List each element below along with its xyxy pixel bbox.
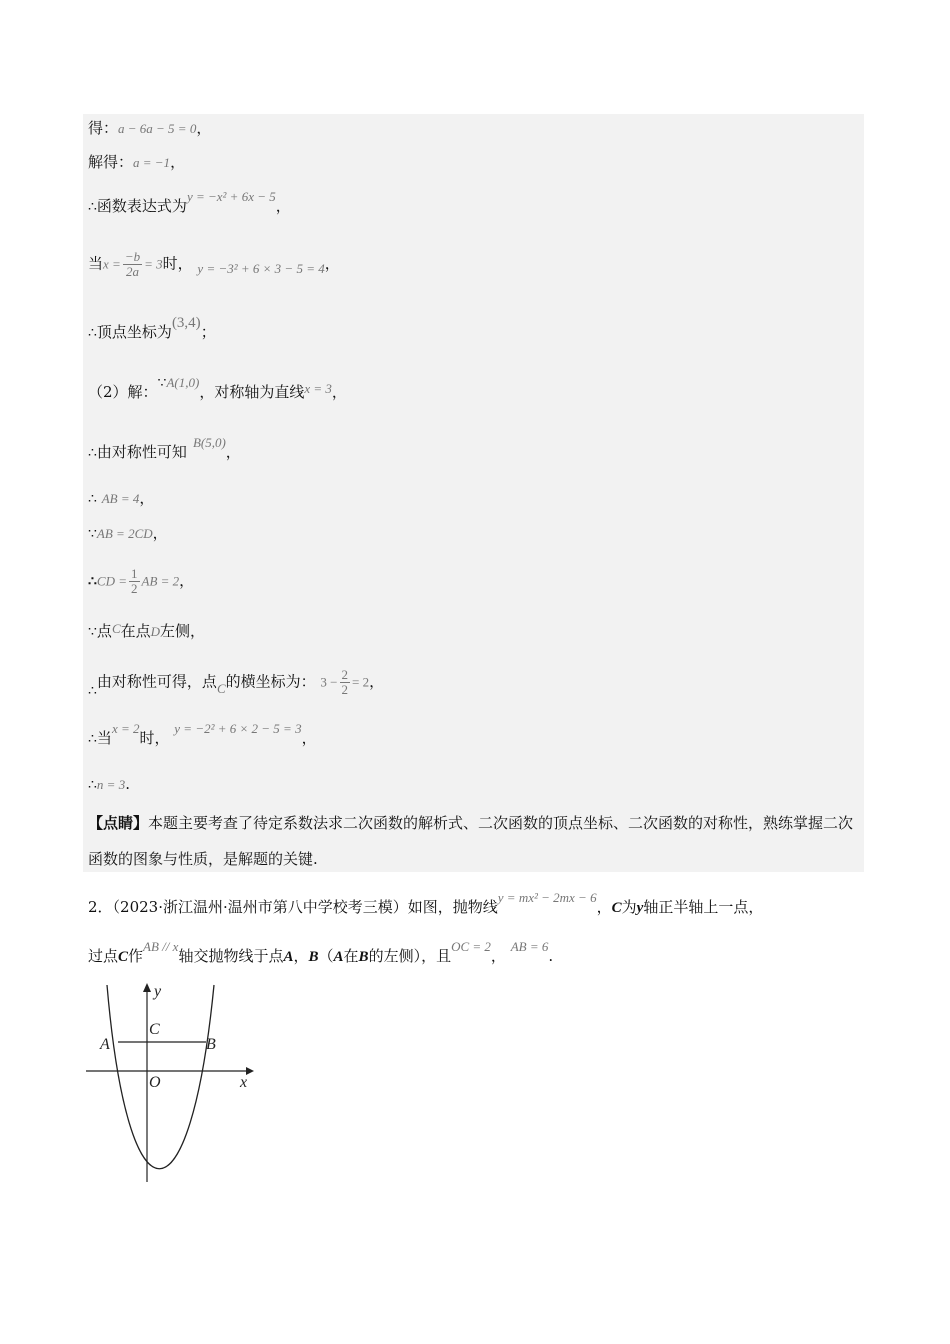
text: 轴交抛物线于点 (178, 947, 284, 965)
therefore-symbol: ∴ (88, 682, 97, 699)
text: ， (170, 153, 186, 171)
solution-line-1 (88, 117, 211, 140)
numerator: −b (124, 249, 141, 264)
solution-line-7 (88, 435, 241, 464)
text: 得： (88, 119, 119, 137)
therefore-symbol: ∴ (88, 573, 97, 590)
therefore-symbol: ∴ (88, 731, 97, 747)
variable: D (150, 624, 161, 639)
numerator: 1 (131, 566, 138, 581)
text: ， (139, 489, 155, 507)
label-c: C (149, 1021, 160, 1038)
equation: AB = 6 (510, 939, 549, 954)
text: 函数表达式为 (96, 197, 187, 215)
denominator: 2 (131, 581, 138, 596)
text: 点 (96, 622, 112, 640)
text: 过点 (88, 947, 119, 965)
because-symbol: ∵ (88, 526, 97, 542)
parabola-figure (80, 975, 270, 1190)
variable: C (216, 680, 226, 696)
solution-line-3 (88, 189, 291, 218)
text: 由对称性可知 (96, 443, 187, 461)
text: ， (369, 672, 385, 691)
solution-line-14 (88, 773, 130, 796)
variable: A (333, 949, 344, 965)
solution-line-9 (88, 522, 168, 545)
equation: y = −x² + 6x − 5 (186, 189, 276, 204)
variable: B (308, 949, 319, 965)
solution-line-13 (88, 721, 317, 750)
text: 的横坐标为： (225, 672, 316, 691)
because-symbol: ∵ (157, 375, 167, 391)
text: 轴正半轴上一点， (643, 898, 764, 916)
therefore-symbol: ∴ (88, 445, 97, 461)
therefore-symbol: ∴ (88, 199, 97, 215)
equation: = 2 (352, 674, 370, 690)
text: ， (301, 729, 317, 747)
label-b: B (206, 1036, 216, 1053)
equation: x = (103, 256, 121, 272)
equation: AB = 4 (101, 491, 140, 506)
text: 解得： (88, 153, 134, 171)
solution-line-8 (88, 487, 154, 510)
text: 时， (162, 254, 193, 273)
text: 如图，抛物线 (407, 898, 498, 916)
numerator: 2 (341, 667, 348, 682)
denominator: 2 (341, 682, 348, 697)
equation: a = −1 (133, 155, 171, 170)
equation: x = 2 (111, 721, 140, 736)
question-2 (88, 890, 864, 974)
text: 左侧， (160, 622, 206, 640)
equation: 3 − (320, 674, 338, 690)
text: . (125, 775, 130, 793)
solution-line-2 (88, 151, 185, 174)
text: 顶点坐标为 (96, 323, 172, 341)
text: ， (152, 524, 168, 542)
text: ， (293, 947, 309, 965)
equation: CD = (96, 573, 128, 589)
text: ， (490, 947, 506, 965)
denominator: 2a (125, 264, 139, 279)
equation: (3,4) (171, 315, 201, 331)
text: 在 (343, 947, 359, 965)
therefore-symbol: ∴ (88, 491, 97, 507)
text: ， (596, 898, 612, 916)
question-number: 2． (88, 898, 113, 916)
equation: y = mx² − 2mx − 6 (497, 890, 597, 905)
because-symbol: ∵ (88, 624, 97, 640)
question-source: （2023·浙江温州·温州市第八中学校考三模） (112, 898, 408, 916)
variable: C (611, 900, 622, 916)
x-axis-arrow (246, 1067, 254, 1075)
text: 当 (96, 729, 112, 747)
comment-text: 本题主要考查了待定系数法求二次函数的解析式、二次函数的顶点坐标、二次函数的对称性，熟练掌握二次函数的图象与性质，是解题的关键. (88, 814, 854, 868)
text: ，对称轴为直线 (199, 383, 305, 401)
variable: B (358, 949, 369, 965)
equation: B(5,0) (192, 435, 226, 450)
solution-line-10 (88, 567, 194, 596)
equation: OC = 2 (451, 939, 491, 954)
y-axis-arrow (143, 983, 151, 992)
text: ， (179, 571, 195, 590)
text: ， (275, 197, 291, 215)
text: 在点 (120, 622, 151, 640)
label-x: x (240, 1074, 248, 1091)
label-o: O (149, 1074, 161, 1091)
solution-background (83, 114, 864, 872)
text: 作 (128, 947, 144, 965)
text: 的左侧），且 (368, 947, 452, 965)
label-a: A (100, 1036, 110, 1053)
solution-line-12 (88, 668, 384, 697)
text: ， (196, 119, 212, 137)
variable: A (283, 949, 294, 965)
text: . (548, 947, 554, 965)
equation: x = 3 (304, 381, 332, 396)
text: ； (200, 323, 216, 341)
text: （ (318, 947, 334, 965)
variable: C (111, 621, 121, 636)
therefore-symbol: ∴ (88, 325, 97, 341)
equation: y = −3² + 6 × 3 − 5 = 4 (197, 260, 325, 276)
equation: AB = 2 (141, 573, 180, 589)
text: ， (331, 383, 347, 401)
therefore-symbol: ∴ (88, 777, 97, 793)
equation: y = −2² + 6 × 2 − 5 = 3 (174, 721, 302, 736)
text: ， (225, 443, 241, 461)
solution-line-4 (88, 250, 340, 279)
equation: a − 6a − 5 = 0 (118, 121, 197, 136)
text: 时， (139, 729, 170, 747)
variable: C (118, 949, 129, 965)
text: （2）解： (88, 383, 158, 401)
text: ， (324, 254, 340, 273)
text: 由对称性可得，点 (96, 672, 217, 691)
fraction (123, 250, 142, 279)
equation: = 3 (144, 256, 163, 272)
fraction (129, 567, 140, 596)
equation: A(1,0) (166, 375, 200, 390)
comment-paragraph (88, 805, 864, 877)
text: 当 (88, 254, 104, 273)
variable: y (636, 900, 644, 916)
equation: n = 3 (96, 777, 126, 792)
fraction (340, 668, 351, 697)
equation: AB // x (143, 939, 179, 954)
comment-label: 【点睛】 (88, 814, 149, 832)
text: 为 (621, 898, 637, 916)
solution-line-11 (88, 620, 205, 643)
label-y: y (154, 983, 162, 1000)
equation: AB = 2CD (96, 526, 153, 541)
solution-line-5 (88, 315, 216, 344)
solution-line-6 (88, 375, 347, 404)
